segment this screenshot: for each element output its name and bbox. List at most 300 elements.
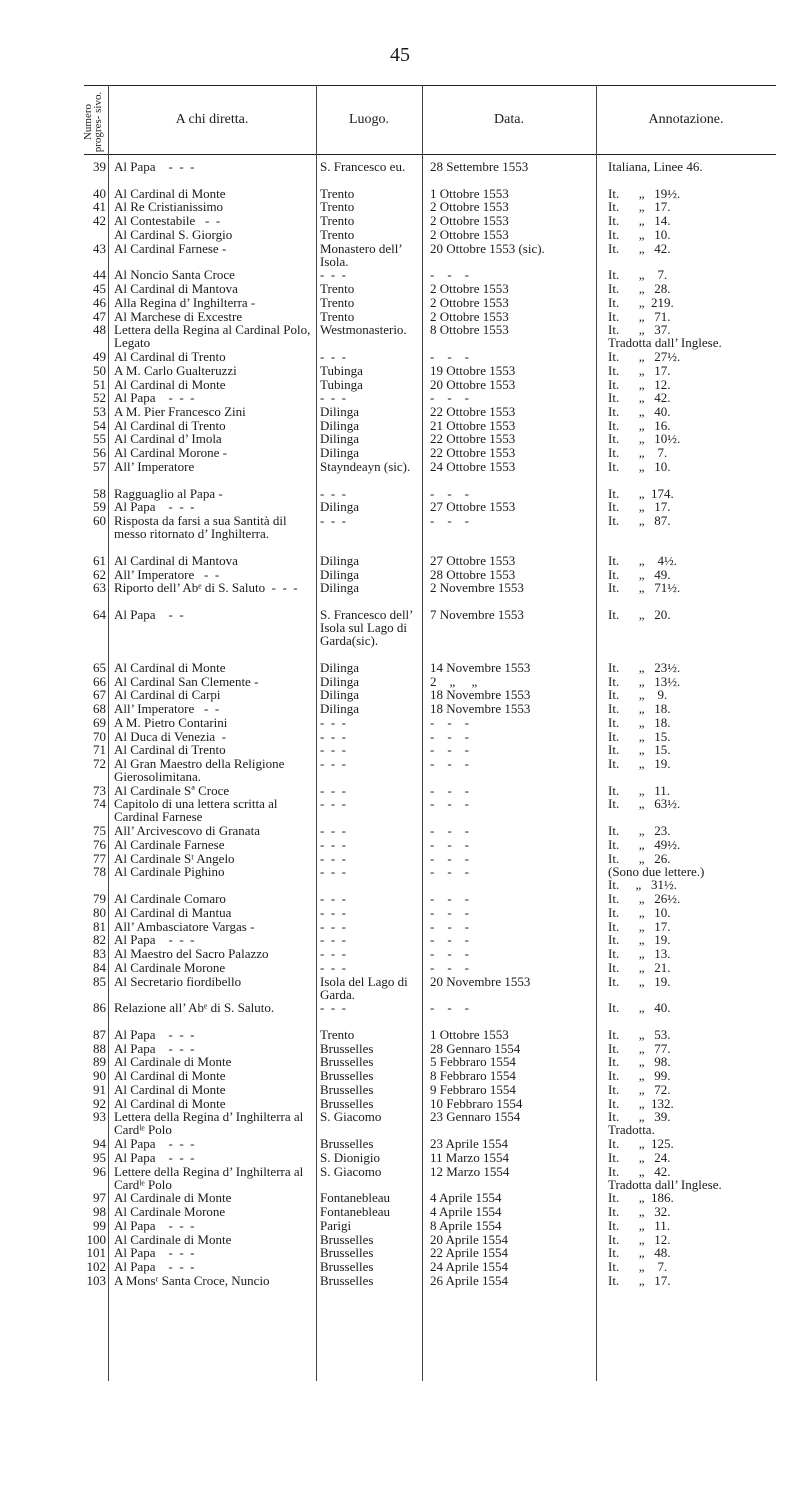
table-row xyxy=(84,460,776,487)
row-date: - - - xyxy=(430,755,469,771)
row-annotation: It. „ 42. xyxy=(608,390,671,406)
table-row xyxy=(84,350,776,364)
row-recipient: Risposta da farsi a sua Santità dil messo ritornato d’ Inghilterra. xyxy=(114,513,287,542)
table-row xyxy=(84,242,776,269)
row-number: 44 xyxy=(93,267,106,283)
row-number: 40 xyxy=(93,185,106,201)
row-number: 43 xyxy=(93,240,106,256)
row-recipient: Al Re Cristianissimo xyxy=(114,199,224,215)
row-recipient: Lettera della Regina al Cardinal Polo, Legato xyxy=(114,322,311,351)
row-date: 21 Ottobre 1553 xyxy=(430,417,516,433)
row-number: 64 xyxy=(93,607,106,623)
row-place: Trento xyxy=(320,213,355,229)
row-recipient: Al Cardinal Morone - xyxy=(114,445,228,461)
table-row xyxy=(84,1083,776,1097)
table-row xyxy=(84,838,776,852)
table-row xyxy=(84,1137,776,1151)
row-recipient: Al Cardinal di Trento xyxy=(114,349,226,365)
row-annotation: It. „ 19. xyxy=(608,755,671,771)
table-row xyxy=(84,1274,776,1288)
row-date: - - - xyxy=(430,836,469,852)
row-number: 51 xyxy=(93,376,106,392)
row-annotation: It. „ 48. xyxy=(608,1245,671,1261)
row-number: 48 xyxy=(93,322,106,338)
row-annotation: It. „ 10. xyxy=(608,458,671,474)
row-annotation: It. „ 28. xyxy=(608,281,671,297)
row-recipient: Al Papa - - - xyxy=(114,159,195,174)
row-place: Dilinga xyxy=(320,445,359,461)
table-row xyxy=(84,1069,776,1083)
row-date: 27 Ottobre 1553 xyxy=(430,499,516,515)
row-recipient: Al Cardinale Pighino xyxy=(114,864,225,880)
row-recipient: Al Cardinal di Mantua xyxy=(114,904,232,920)
row-date: - - - xyxy=(430,267,469,283)
row-date: - - - xyxy=(430,946,469,962)
row-number: 91 xyxy=(93,1081,106,1097)
row-recipient: A Monsʳ Santa Croce, Nuncio xyxy=(114,1272,270,1288)
row-recipient: Al Cardinal di Mantova xyxy=(114,281,238,297)
row-date: 22 Ottobre 1553 xyxy=(430,445,516,461)
row-date: 24 Aprile 1554 xyxy=(430,1259,508,1274)
row-annotation: It. „ 15. xyxy=(608,742,671,758)
table-row xyxy=(84,947,776,961)
row-annotation: It. „ 42. xyxy=(608,240,671,256)
header-numero xyxy=(84,88,104,152)
row-annotation: It. „ 87. xyxy=(608,513,671,529)
row-place: - - - xyxy=(320,755,346,771)
row-place: - - - xyxy=(320,513,346,529)
table-row xyxy=(84,228,776,242)
row-date: - - - xyxy=(430,728,469,744)
row-date: 23 Aprile 1554 xyxy=(430,1136,508,1152)
row-place: - - - xyxy=(320,349,346,365)
row-place: Brusselles xyxy=(320,1068,374,1084)
row-number: 78 xyxy=(93,864,106,880)
table-row xyxy=(84,405,776,419)
row-number: 83 xyxy=(93,946,106,962)
row-number: 68 xyxy=(93,701,106,717)
row-recipient: Al Cardinal di Monte xyxy=(114,1081,226,1097)
row-annotation: It. „ 21. xyxy=(608,959,671,975)
row-recipient: Al Cardinal di Monte xyxy=(114,659,226,675)
row-place: - - - xyxy=(320,864,346,880)
row-date: 8 Aprile 1554 xyxy=(430,1217,502,1233)
row-place: Brusselles xyxy=(320,1081,374,1097)
header-luogo-label: Luogo. xyxy=(348,111,390,127)
row-number: 69 xyxy=(93,714,106,730)
row-recipient: Al Cardinal d’ Imola xyxy=(114,431,222,447)
row-place: Brusselles xyxy=(320,1095,374,1111)
row-annotation: It. „ 49. xyxy=(608,566,671,582)
row-annotation: It. „ 71½. xyxy=(608,580,681,596)
table-row xyxy=(84,581,776,608)
row-place: Fontanebleau xyxy=(320,1190,391,1206)
header-numero-label: Numero progres- sivo. xyxy=(82,91,104,153)
row-place: - - - xyxy=(320,390,346,406)
row-place: - - - xyxy=(320,946,346,962)
row-place: Dilinga xyxy=(320,499,359,515)
row-recipient: Al Cardinale Sᵗ Angelo xyxy=(114,850,235,866)
row-recipient: Al Gran Maestro della Religione Gierosolimitana. xyxy=(114,755,285,784)
row-number: 67 xyxy=(93,687,106,703)
row-recipient: Al Papa - - - xyxy=(114,1149,195,1165)
row-place: Trento xyxy=(320,1026,355,1042)
table-header-rule xyxy=(84,154,776,155)
row-date: 2 Ottobre 1553 xyxy=(430,199,509,215)
row-number: 95 xyxy=(93,1149,106,1165)
row-annotation: It. „ 39. Tradotta. xyxy=(608,1109,671,1138)
row-annotation: It. „ 23½. xyxy=(608,659,681,675)
row-date: 26 Aprile 1554 xyxy=(430,1272,508,1288)
row-date: 14 Novembre 1553 xyxy=(430,659,531,675)
row-place: S. Francesco dell’ Isola sul Lago di Garda(sic). xyxy=(320,607,413,649)
row-annotation: It. „ 99. xyxy=(608,1068,671,1084)
row-recipient: A M. Pier Francesco Zini xyxy=(114,404,246,420)
row-number: 71 xyxy=(93,742,106,758)
row-place: Parigi xyxy=(320,1217,352,1233)
row-date: 23 Gennaro 1554 xyxy=(430,1109,521,1125)
row-annotation: It. „ 15. xyxy=(608,728,671,744)
row-annotation: It. „ 19½. xyxy=(608,185,681,201)
table-row xyxy=(84,1028,776,1042)
row-number: 59 xyxy=(93,499,106,515)
row-number: 56 xyxy=(93,445,106,461)
row-number: 39 xyxy=(93,159,106,174)
row-date: - - - xyxy=(430,796,469,812)
row-date: 2 „ „ xyxy=(430,673,478,689)
row-date: 27 Ottobre 1553 xyxy=(430,552,516,568)
row-place: Trento xyxy=(320,185,355,201)
row-place: Brusselles xyxy=(320,1259,374,1274)
row-place: - - - xyxy=(320,850,346,866)
row-number: 93 xyxy=(93,1109,106,1125)
row-place: Dilinga xyxy=(320,659,359,675)
row-annotation: It. „ 53. xyxy=(608,1026,671,1042)
row-place: Dilinga xyxy=(320,687,359,703)
table-row xyxy=(84,892,776,906)
table-row xyxy=(84,608,776,661)
row-annotation: It. „ 32. xyxy=(608,1204,671,1220)
row-place: - - - xyxy=(320,1000,346,1016)
row-date: 22 Aprile 1554 xyxy=(430,1245,508,1261)
row-recipient: All’ Arcivescovo di Granata xyxy=(114,823,260,839)
row-date: 28 Settembre 1553 xyxy=(430,159,529,174)
row-date: - - - xyxy=(430,823,469,839)
row-annotation: It. „ 23. xyxy=(608,823,671,839)
row-annotation: It. „ 40. xyxy=(608,404,671,420)
row-place: Trento xyxy=(320,294,355,310)
row-number: 53 xyxy=(93,404,106,420)
row-number: 72 xyxy=(93,755,106,771)
row-recipient: Capitolo di una lettera scritta al Cardinal Farnese xyxy=(114,796,278,825)
header-destinatario xyxy=(108,85,316,154)
row-recipient: Al Cardinal di Monte xyxy=(114,185,226,201)
table-body xyxy=(84,160,776,1287)
row-recipient: Lettera della Regina d’ Inghilterra al Cardˡᵉ Polo xyxy=(114,1109,304,1138)
table-row xyxy=(84,1001,776,1028)
row-place: - - - xyxy=(320,891,346,907)
row-number: 73 xyxy=(93,782,106,798)
row-date: 7 Novembre 1553 xyxy=(430,607,524,623)
row-recipient: Al Cardinal di Monte xyxy=(114,1095,226,1111)
row-recipient: Lettere della Regina d’ Inghilterra al Cardˡᵉ Polo xyxy=(114,1163,304,1192)
row-number: 76 xyxy=(93,836,106,852)
row-number: 61 xyxy=(93,552,106,568)
row-recipient: Al Papa - - - xyxy=(114,1245,195,1261)
row-annotation: It. „ 37. Tradotta dall’ Inglese. xyxy=(608,322,722,351)
row-annotation: It. „ 19. xyxy=(608,932,671,948)
row-recipient: All’ Imperatore - - xyxy=(114,566,220,582)
row-number: 97 xyxy=(93,1190,106,1206)
row-place: - - - xyxy=(320,796,346,812)
row-annotation: It. „ 17. xyxy=(608,1272,671,1288)
row-recipient: Al Cardinal di Trento xyxy=(114,417,226,433)
row-place: - - - xyxy=(320,714,346,730)
row-date: 2 Ottobre 1553 xyxy=(430,213,509,229)
row-recipient: Al Cardinale Sª Croce xyxy=(114,782,230,798)
row-number: 89 xyxy=(93,1054,106,1070)
row-place: Isola del Lago di Garda. xyxy=(320,973,408,1002)
row-number: 41 xyxy=(93,199,106,215)
row-place: Fontanebleau xyxy=(320,1204,391,1220)
table-row xyxy=(84,391,776,405)
row-annotation: It. „ 27½. xyxy=(608,349,681,365)
table-row xyxy=(84,514,776,554)
row-recipient: Al Cardinal di Carpi xyxy=(114,687,221,703)
row-date: 1 Ottobre 1553 xyxy=(430,185,509,201)
row-date: 18 Novembre 1553 xyxy=(430,701,531,717)
table-row xyxy=(84,1055,776,1069)
row-recipient: Al Papa - - - xyxy=(114,1217,195,1233)
header-annotazione xyxy=(596,85,776,154)
row-place: Dilinga xyxy=(320,701,359,717)
row-number: 85 xyxy=(93,973,106,989)
row-place: Brusselles xyxy=(320,1245,374,1261)
row-place: - - - xyxy=(320,918,346,934)
row-annotation: It. „ 7. xyxy=(608,445,668,461)
row-place: Trento xyxy=(320,199,355,215)
row-date: - - - xyxy=(430,714,469,730)
table-row xyxy=(84,852,776,866)
row-date: 4 Aprile 1554 xyxy=(430,1204,502,1220)
row-date: - - - xyxy=(430,390,469,406)
row-recipient: Al Duca di Venezia - xyxy=(114,728,227,744)
row-place: Dilinga xyxy=(320,580,359,596)
row-annotation: It. „ 71. xyxy=(608,308,671,324)
row-number: 55 xyxy=(93,431,106,447)
row-date: 19 Ottobre 1553 xyxy=(430,362,516,378)
row-annotation: It. „ 11. xyxy=(608,1217,670,1233)
row-date: 24 Ottobre 1553 xyxy=(430,458,516,474)
row-recipient: Al Cardinal S. Giorgio xyxy=(114,226,233,242)
row-number: 98 xyxy=(93,1204,106,1220)
table-row xyxy=(84,1233,776,1247)
row-place: S. Giacomo xyxy=(320,1109,382,1125)
table-row xyxy=(84,730,776,744)
row-annotation: It. „ 77. xyxy=(608,1040,671,1056)
table-row xyxy=(84,1219,776,1233)
row-recipient: Al Cardinale di Monte xyxy=(114,1231,232,1247)
row-annotation: It. „ 20. xyxy=(608,607,671,623)
table-row xyxy=(84,364,776,378)
header-luogo xyxy=(316,85,422,154)
row-number: 74 xyxy=(93,796,106,812)
row-recipient: All’ Imperatore xyxy=(114,458,195,474)
row-date: 12 Marzo 1554 xyxy=(430,1163,510,1179)
header-annotazione-label: Annotazione. xyxy=(648,111,724,127)
row-place: Dilinga xyxy=(320,431,359,447)
row-date: - - - xyxy=(430,959,469,975)
row-date: 9 Febbraro 1554 xyxy=(430,1081,516,1097)
row-number: 70 xyxy=(93,728,106,744)
row-annotation: It. „ 40. xyxy=(608,1000,671,1016)
row-place: Monastero dell’ Isola. xyxy=(320,240,402,269)
row-recipient: Al Cardinale Morone xyxy=(114,1204,226,1220)
row-recipient: All’ Ambasciatore Vargas - xyxy=(114,918,255,934)
row-date: - - - xyxy=(430,932,469,948)
row-date: 20 Ottobre 1553 xyxy=(430,376,516,392)
row-recipient: Al Cardinale Morone xyxy=(114,959,226,975)
row-place: - - - xyxy=(320,742,346,758)
page-number: 45 xyxy=(390,44,410,66)
row-place: Dilinga xyxy=(320,404,359,420)
row-number: 94 xyxy=(93,1136,106,1152)
row-date: 2 Novembre 1553 xyxy=(430,580,524,596)
row-number: 90 xyxy=(93,1068,106,1084)
row-number: 60 xyxy=(93,513,106,529)
row-annotation: It. „ 17. xyxy=(608,199,671,215)
row-date: 20 Novembre 1553 xyxy=(430,973,531,989)
table-row xyxy=(84,500,776,514)
table-row xyxy=(84,702,776,716)
row-number: 42 xyxy=(93,213,106,229)
table-row xyxy=(84,906,776,920)
row-annotation: It. „ 7. xyxy=(608,267,668,283)
header-data-label: Data. xyxy=(494,111,524,127)
row-place: Dilinga xyxy=(320,673,359,689)
row-recipient: Al Cardinale Farnese xyxy=(114,836,225,852)
row-date: 2 Ottobre 1553 xyxy=(430,308,509,324)
row-date: - - - xyxy=(430,513,469,529)
row-date: - - - xyxy=(430,904,469,920)
row-annotation: It. „ 72. xyxy=(608,1081,671,1097)
row-recipient: Al Secretario fiordibello xyxy=(114,973,242,989)
row-number: 75 xyxy=(93,823,106,839)
row-place: Brusselles xyxy=(320,1231,374,1247)
row-recipient: Al Papa - - xyxy=(114,607,184,623)
table-row xyxy=(84,432,776,446)
row-place: - - - xyxy=(320,782,346,798)
table-row xyxy=(84,975,776,1002)
row-place: Tubinga xyxy=(320,376,363,392)
header-data xyxy=(422,85,596,154)
row-annotation: It. „ 7. xyxy=(608,1259,668,1274)
row-annotation: It. „ 18. xyxy=(608,701,671,717)
row-recipient: Al Papa - - - xyxy=(114,932,195,948)
row-annotation: It. „ 17. xyxy=(608,499,671,515)
row-date: 5 Febbraro 1554 xyxy=(430,1054,516,1070)
row-annotation: It. „ 63½. xyxy=(608,796,681,812)
table-row xyxy=(84,716,776,730)
row-place: S. Francesco eu. xyxy=(320,159,406,174)
table-row xyxy=(84,282,776,296)
table-row xyxy=(84,743,776,757)
table-row xyxy=(84,419,776,433)
table-row xyxy=(84,160,776,187)
table-row xyxy=(84,487,776,501)
table-row xyxy=(84,1260,776,1274)
row-annotation: It. „ 219. xyxy=(608,294,674,310)
row-number: 58 xyxy=(93,485,106,501)
row-number: 92 xyxy=(93,1095,106,1111)
row-place: Dilinga xyxy=(320,417,359,433)
row-annotation: It. „ 98. xyxy=(608,1054,671,1070)
row-recipient: Al Contestabile - - xyxy=(114,213,221,229)
row-date: - - - xyxy=(430,782,469,798)
table-row xyxy=(84,554,776,568)
row-date: - - - xyxy=(430,1000,469,1016)
row-annotation: It. „ 14. xyxy=(608,213,671,229)
row-number: 99 xyxy=(93,1217,106,1233)
row-annotation: It. „ 10½. xyxy=(608,431,681,447)
row-number: 96 xyxy=(93,1163,106,1179)
row-number: 86 xyxy=(93,1000,106,1016)
row-annotation: It. „ 174. xyxy=(608,485,674,501)
row-date: 8 Ottobre 1553 xyxy=(430,322,509,338)
row-place: Trento xyxy=(320,308,355,324)
row-recipient: Alla Regina d’ Inghilterra - xyxy=(114,294,256,310)
row-recipient: Al Maestro del Sacro Palazzo xyxy=(114,946,269,962)
row-annotation: It. „ 19. xyxy=(608,973,671,989)
table-row xyxy=(84,268,776,282)
row-annotation: It. „ 11. xyxy=(608,782,670,798)
row-recipient: Al Marchese di Excestre xyxy=(114,308,243,324)
row-place: - - - xyxy=(320,904,346,920)
table-row xyxy=(84,1205,776,1219)
row-place: Trento xyxy=(320,226,355,242)
row-date: 2 Ottobre 1553 xyxy=(430,294,509,310)
row-number: 102 xyxy=(86,1259,106,1274)
row-number: 81 xyxy=(93,918,106,934)
row-recipient: Al Papa - - - xyxy=(114,1026,195,1042)
row-recipient: Al Papa - - - xyxy=(114,1259,195,1274)
row-annotation: (Sono due lettere.) It. „ 31½. xyxy=(608,864,705,893)
table-row xyxy=(84,378,776,392)
row-date: 20 Ottobre 1553 (sic). xyxy=(430,240,545,256)
row-recipient: All’ Imperatore - - xyxy=(114,701,220,717)
row-place: S. Giacomo xyxy=(320,1163,382,1179)
row-annotation: It. „ 13½. xyxy=(608,673,681,689)
row-date: - - - xyxy=(430,918,469,934)
row-recipient: Al Papa - - - xyxy=(114,1136,195,1152)
row-place: Tubinga xyxy=(320,362,363,378)
row-annotation: It. „ 10. xyxy=(608,226,671,242)
table-row xyxy=(84,1097,776,1111)
row-recipient: Al Cardinal di Trento xyxy=(114,742,226,758)
row-annotation: It. „ 26. xyxy=(608,850,671,866)
row-recipient: Al Cardinale di Monte xyxy=(114,1054,232,1070)
row-number: 103 xyxy=(86,1272,106,1288)
table-row xyxy=(84,661,776,675)
row-date: - - - xyxy=(430,864,469,880)
row-number: 87 xyxy=(93,1026,106,1042)
row-number: 79 xyxy=(93,891,106,907)
row-place: Dilinga xyxy=(320,566,359,582)
row-number: 46 xyxy=(93,294,106,310)
row-place: - - - xyxy=(320,836,346,852)
row-recipient: Al Cardinal di Mantova xyxy=(114,552,238,568)
row-recipient: Al Cardinal di Monte xyxy=(114,376,226,392)
